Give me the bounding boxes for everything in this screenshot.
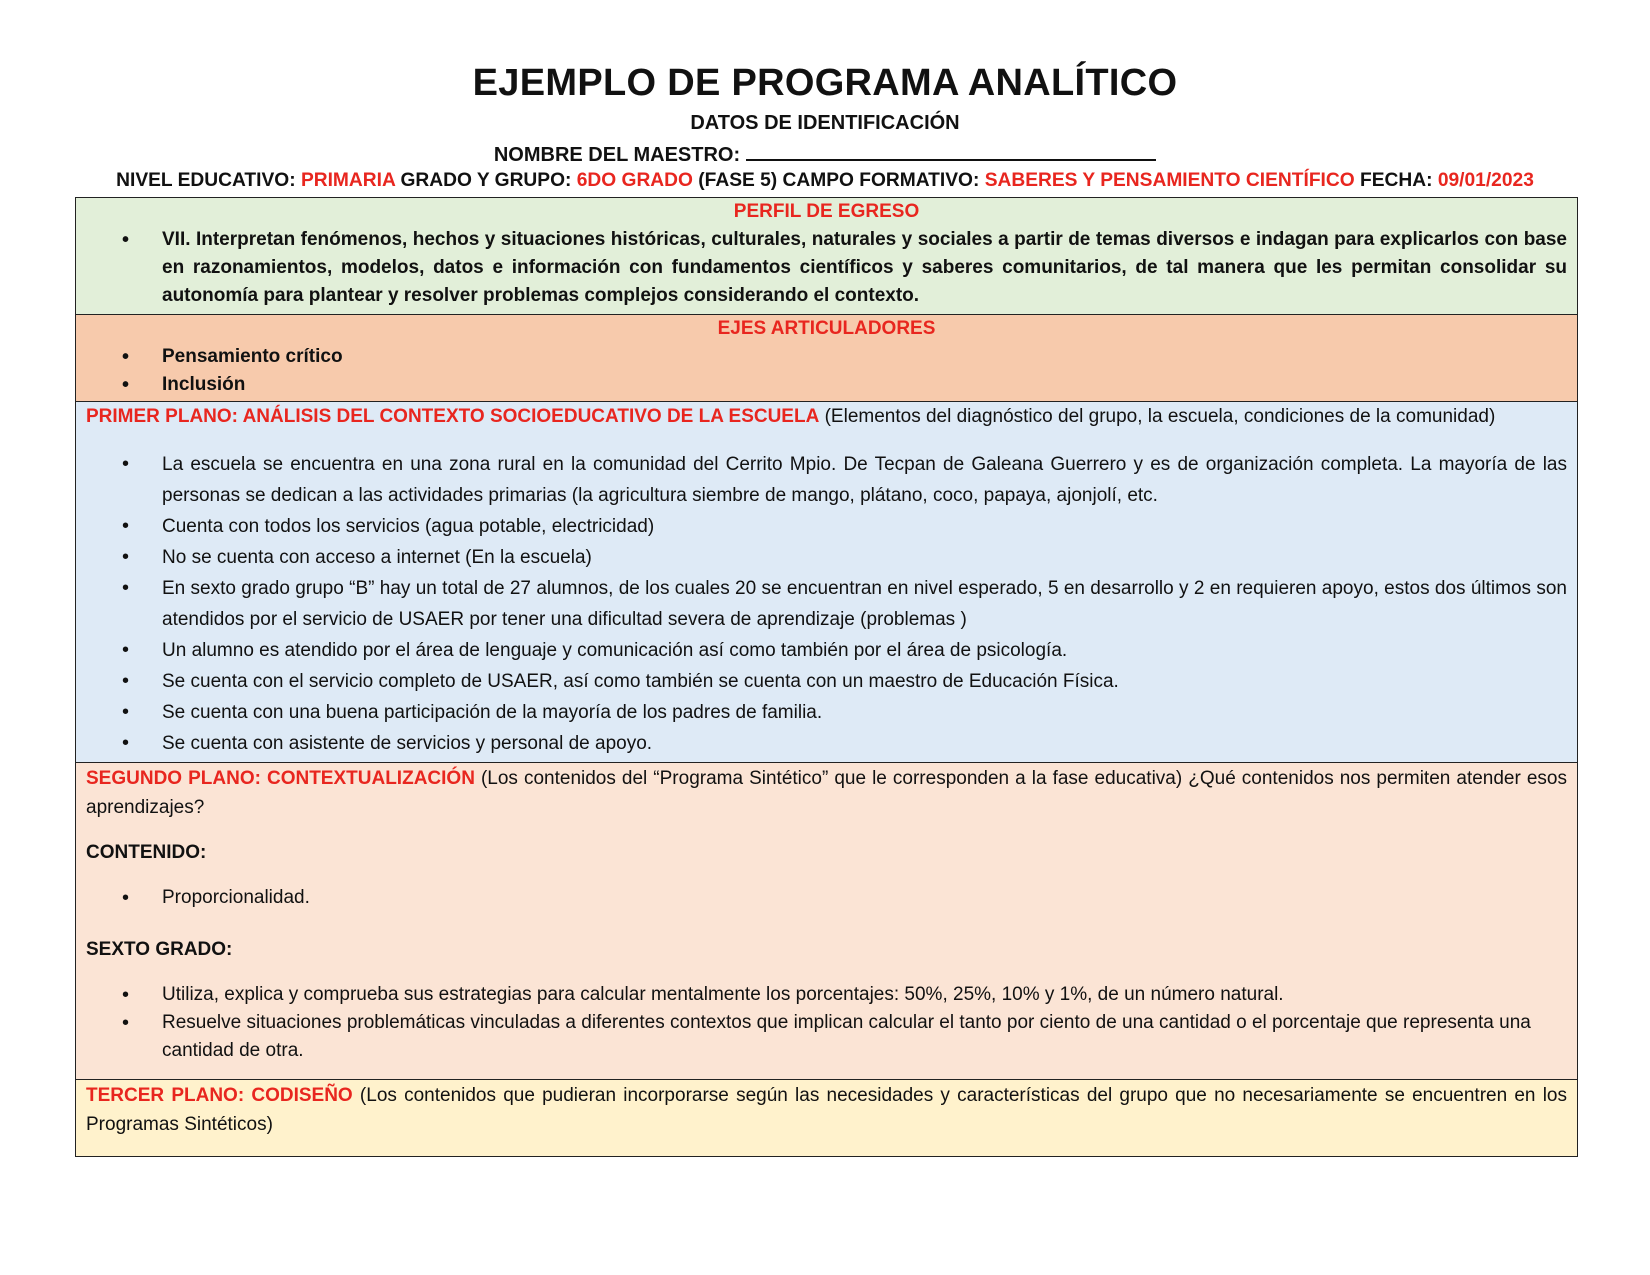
list-item-text: Se cuenta con el servicio completo de USAER, así como también se cuenta con un maestro de Educación Física. bbox=[162, 671, 1119, 692]
segundo-plano-heading: SEGUNDO PLANO: CONTEXTUALIZACIÓN bbox=[86, 768, 475, 789]
bullet-icon: • bbox=[122, 670, 130, 692]
teacher-name-blank bbox=[746, 141, 1156, 161]
list-item bbox=[76, 728, 1577, 759]
sexto-grado-list bbox=[76, 981, 1577, 1065]
bullet-icon: • bbox=[122, 639, 130, 661]
primer-plano-heading-line bbox=[76, 402, 1577, 431]
primer-plano-list bbox=[76, 449, 1577, 759]
bullet-icon: • bbox=[122, 732, 130, 754]
list-item-text: Se cuenta con una buena participación de la mayoría de los padres de familia. bbox=[162, 702, 823, 723]
primer-plano-description: (Elementos del diagnóstico del grupo, la escuela, condiciones de la comunidad) bbox=[824, 406, 1496, 427]
bullet-icon: • bbox=[122, 887, 130, 909]
tercer-plano-section bbox=[76, 1079, 1577, 1156]
list-item bbox=[76, 884, 1577, 912]
primer-plano-section bbox=[76, 401, 1577, 762]
bullet-icon: • bbox=[122, 374, 130, 396]
tercer-plano-description: (Los contenidos que pudieran incorporarse según las necesidades y características del grupo que no necesariamente se encuentren en los Programas Sintéticos) bbox=[86, 1085, 1567, 1135]
list-item-text: No se cuenta con acceso a internet (En la escuela) bbox=[162, 547, 592, 568]
list-item bbox=[76, 371, 1577, 399]
bullet-icon: • bbox=[122, 984, 130, 1006]
segundo-plano-heading-line bbox=[76, 763, 1577, 822]
perfil-section bbox=[76, 198, 1577, 314]
bullet-icon: • bbox=[122, 515, 130, 537]
bullet-icon: • bbox=[122, 1012, 130, 1034]
segundo-plano-description: (Los contenidos del “Programa Sintético” que le corresponden a la fase educativa) ¿Qué contenidos nos permiten atender esos aprendizajes? bbox=[86, 768, 1567, 818]
ejes-list bbox=[76, 343, 1577, 399]
list-item bbox=[76, 226, 1577, 310]
list-item-text: En sexto grado grupo “B” hay un total de 27 alumnos, de los cuales 20 se encuentran en nivel esperado, 5 en desarrollo y 2 en requieren apoyo, estos dos últimos son atendidos por el servicio de USAER por tener una dificultad severa de aprendizaje (problemas ) bbox=[162, 578, 1567, 630]
list-item-text: Proporcionalidad. bbox=[162, 887, 310, 908]
list-item bbox=[76, 449, 1577, 511]
page-title: EJEMPLO DE PROGRAMA ANALÍTICO bbox=[472, 62, 1178, 104]
segundo-plano-section bbox=[76, 762, 1577, 1079]
nivel-value: PRIMARIA bbox=[300, 170, 396, 191]
list-item bbox=[76, 1009, 1577, 1065]
bullet-icon: • bbox=[122, 701, 130, 723]
list-item-text: Utiliza, explica y comprueba sus estrategias para calcular mentalmente los porcentajes: 50%, 25%, 10% y 1%, de un número natural. bbox=[162, 984, 1284, 1005]
program-table bbox=[75, 197, 1578, 1157]
contenido-list bbox=[76, 884, 1577, 912]
list-item-text: Cuenta con todos los servicios (agua potable, electricidad) bbox=[162, 516, 655, 537]
teacher-name-label: NOMBRE DEL MAESTRO: bbox=[493, 144, 741, 166]
list-item bbox=[76, 343, 1577, 371]
list-item bbox=[76, 635, 1577, 666]
bullet-icon: • bbox=[122, 229, 130, 251]
grado-value: 6DO GRADO bbox=[576, 170, 693, 191]
bullet-icon: • bbox=[122, 346, 130, 368]
teacher-name-line bbox=[0, 141, 1650, 167]
section-subtitle: DATOS DE IDENTIFICACIÓN bbox=[690, 112, 960, 134]
bullet-icon: • bbox=[122, 546, 130, 568]
bullet-icon: • bbox=[122, 453, 130, 475]
tercer-plano-heading-line bbox=[76, 1080, 1577, 1139]
list-item-text: Pensamiento crítico bbox=[162, 346, 343, 367]
contenido-label: CONTENIDO: bbox=[86, 842, 207, 863]
nivel-label: NIVEL EDUCATIVO: bbox=[116, 170, 296, 191]
list-item bbox=[76, 697, 1577, 728]
list-item-text: Un alumno es atendido por el área de lenguaje y comunicación así como también por el área de psicología. bbox=[162, 640, 1068, 661]
bullet-icon: • bbox=[122, 577, 130, 599]
list-item bbox=[76, 666, 1577, 697]
tercer-plano-heading: TERCER PLANO: CODISEÑO bbox=[86, 1085, 353, 1106]
list-item-text: Inclusión bbox=[162, 374, 246, 395]
identification-line bbox=[0, 170, 1650, 192]
fecha-label: FECHA: bbox=[1360, 170, 1433, 191]
perfil-list bbox=[76, 226, 1577, 310]
ejes-section bbox=[76, 314, 1577, 401]
fecha-value: 09/01/2023 bbox=[1437, 170, 1534, 191]
perfil-title: PERFIL DE EGRESO bbox=[733, 201, 920, 222]
list-item bbox=[76, 542, 1577, 573]
campo-value: SABERES Y PENSAMIENTO CIENTÍFICO bbox=[984, 170, 1355, 191]
primer-plano-heading: PRIMER PLANO: ANÁLISIS DEL CONTEXTO SOCIOEDUCATIVO DE LA ESCUELA bbox=[86, 406, 820, 427]
list-item-text: La escuela se encuentra en una zona rural en la comunidad del Cerrito Mpio. De Tecpan de Galeana Guerrero y es de organización completa. La mayoría de las personas se dedican a las actividades primarias (la agricultura siembre de mango, plátano, coco, papaya, ajonjolí, etc. bbox=[162, 454, 1567, 506]
list-item bbox=[76, 573, 1577, 635]
list-item-text: VII. Interpretan fenómenos, hechos y situaciones históricas, culturales, naturales y sociales a partir de temas diversos e indagan para explicarlos con base en razonamientos, modelos, datos e información con fundamentos científicos y saberes comunitarios, de tal manera que les permitan consolidar su autonomía para plantear y resolver problemas complejos considerando el contexto. bbox=[162, 229, 1567, 306]
list-item bbox=[76, 511, 1577, 542]
list-item bbox=[76, 981, 1577, 1009]
grado-label: GRADO Y GRUPO: bbox=[400, 170, 572, 191]
ejes-title: EJES ARTICULADORES bbox=[717, 318, 936, 339]
sexto-grado-label: SEXTO GRADO: bbox=[86, 939, 233, 960]
list-item-text: Se cuenta con asistente de servicios y personal de apoyo. bbox=[162, 733, 653, 754]
fase-campo-label: (FASE 5) CAMPO FORMATIVO: bbox=[698, 170, 980, 191]
list-item-text: Resuelve situaciones problemáticas vinculadas a diferentes contextos que implican calcular el tanto por ciento de una cantidad o el porcentaje que representa una cantidad de otra. bbox=[162, 1012, 1531, 1061]
